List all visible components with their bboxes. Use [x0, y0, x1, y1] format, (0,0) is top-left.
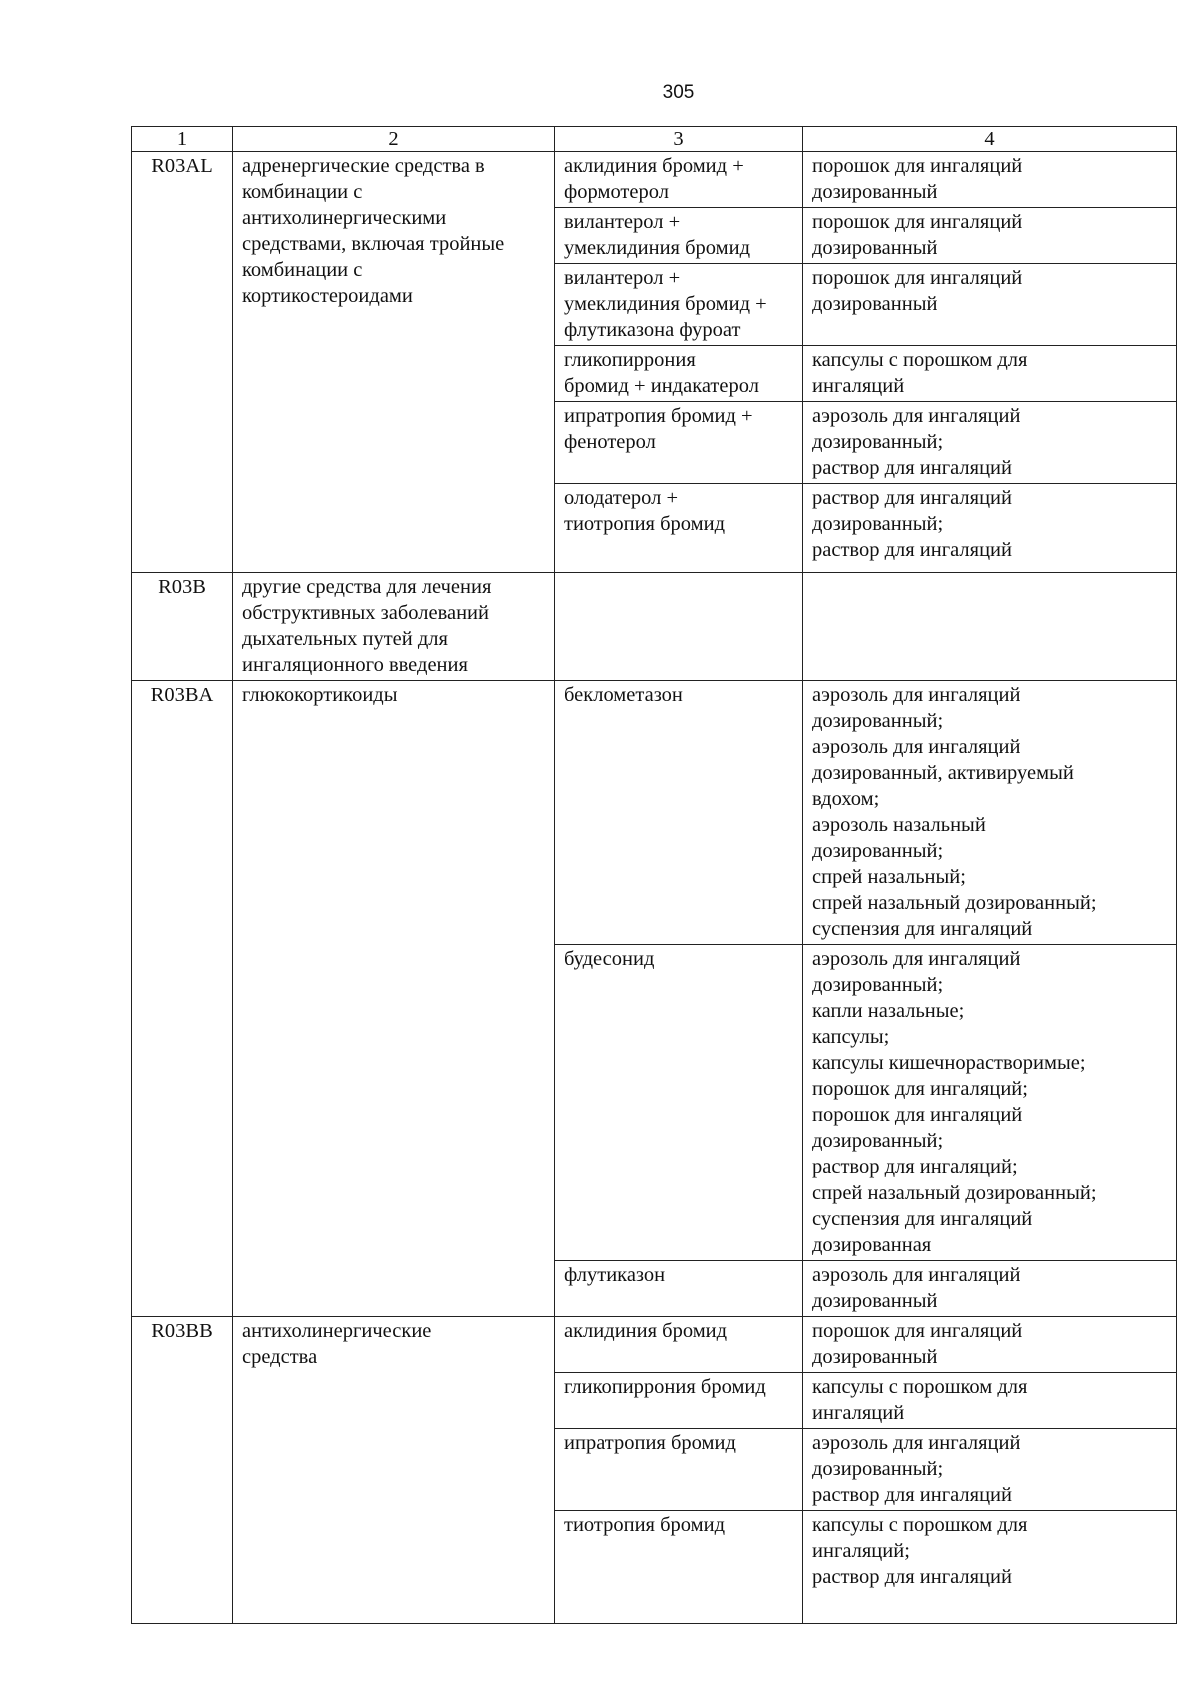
drug-name-cell — [555, 264, 803, 346]
table-row — [132, 681, 1177, 945]
table-body — [132, 127, 1177, 1624]
text-line: дозированный — [812, 237, 938, 259]
text-line: флутиказона фуроат — [564, 319, 741, 341]
dosage-form-cell — [803, 1373, 1177, 1429]
drug-name-cell — [555, 1429, 803, 1511]
text-line: ингаляций; — [812, 1540, 910, 1562]
text-line: капли назальные; — [812, 1000, 965, 1022]
dosage-form-cell — [803, 208, 1177, 264]
text-line: ингаляционного введения — [242, 654, 468, 676]
dosage-form-cell — [803, 346, 1177, 402]
text-line: флутиказон — [564, 1264, 666, 1286]
text-line: аклидиния бромид + — [564, 155, 744, 177]
text-line: аэрозоль для ингаляций — [812, 948, 1021, 970]
text-line: раствор для ингаляций — [812, 457, 1012, 479]
text-line: дозированный — [812, 181, 938, 203]
text-line: дозированный; — [812, 974, 944, 996]
text-line: дозированный; — [812, 710, 944, 732]
text-line: олодатерол + — [564, 487, 679, 509]
text-line: ингаляций — [812, 1402, 905, 1424]
text-line: дозированная — [812, 1234, 932, 1256]
text-line: раствор для ингаляций — [812, 487, 1012, 509]
dosage-form-cell — [803, 152, 1177, 208]
text-line: аэрозоль назальный — [812, 814, 986, 836]
column-header: 2 — [233, 127, 555, 152]
text-line: комбинации с — [242, 259, 363, 281]
text-line: ингаляций — [812, 375, 905, 397]
text-line: дозированный; — [812, 1458, 944, 1480]
drug-name-cell — [555, 1373, 803, 1429]
text-line: дозированный — [812, 1346, 938, 1368]
dosage-form-cell — [803, 573, 1177, 681]
text-line: умеклидиния бромид + — [564, 293, 767, 315]
text-line: фенотерол — [564, 431, 656, 453]
text-line: комбинации с — [242, 181, 363, 203]
column-header: 4 — [803, 127, 1177, 152]
text-line: суспензия для ингаляций — [812, 1208, 1033, 1230]
table-row — [132, 1317, 1177, 1373]
text-line: тиотропия бромид — [564, 513, 726, 535]
text-line: антихолинергическими — [242, 207, 447, 229]
text-line: ипратропия бромид + — [564, 405, 753, 427]
text-line: будесонид — [564, 948, 655, 970]
text-line: дозированный; — [812, 840, 944, 862]
text-line: капсулы; — [812, 1026, 890, 1048]
dosage-form-cell — [803, 1317, 1177, 1373]
text-line: раствор для ингаляций; — [812, 1156, 1018, 1178]
text-line: аэрозоль для ингаляций — [812, 736, 1021, 758]
text-line: формотерол — [564, 181, 669, 203]
dosage-form-cell — [803, 1429, 1177, 1511]
dosage-form-cell — [803, 1511, 1177, 1624]
dosage-form-cell — [803, 264, 1177, 346]
text-line: обструктивных заболеваний — [242, 602, 489, 624]
text-line: порошок для ингаляций; — [812, 1078, 1028, 1100]
text-line: кортикостероидами — [242, 285, 413, 307]
text-line: суспензия для ингаляций — [812, 918, 1033, 940]
text-line: спрей назальный дозированный; — [812, 1182, 1097, 1204]
text-line: средствами, включая тройные — [242, 233, 505, 255]
text-line: гликопиррония бромид — [564, 1376, 766, 1398]
atc-code-cell: R03AL — [132, 152, 233, 573]
text-line: антихолинергические — [242, 1320, 432, 1342]
text-line: другие средства для лечения — [242, 576, 492, 598]
text-line: порошок для ингаляций — [812, 1320, 1023, 1342]
drug-name-cell — [555, 681, 803, 945]
text-line: адренергические средства в — [242, 155, 485, 177]
group-name-cell — [233, 573, 555, 681]
group-name-cell — [233, 152, 555, 573]
dosage-form-cell — [803, 681, 1177, 945]
atc-code-cell: R03B — [132, 573, 233, 681]
text-line: умеклидиния бромид — [564, 237, 751, 259]
text-line: дыхательных путей для — [242, 628, 448, 650]
page-number: 305 — [662, 82, 695, 103]
text-line: порошок для ингаляций — [812, 211, 1023, 233]
text-line: дозированный; — [812, 431, 944, 453]
group-name-cell — [233, 1317, 555, 1624]
text-line: капсулы с порошком для — [812, 349, 1028, 371]
text-line: тиотропия бромид — [564, 1514, 726, 1536]
text-line: ипратропия бромид — [564, 1432, 736, 1454]
text-line: раствор для ингаляций — [812, 539, 1012, 561]
table-row — [132, 573, 1177, 681]
group-name-cell — [233, 681, 555, 1317]
drug-name-cell — [555, 346, 803, 402]
text-line: гликопиррония — [564, 349, 696, 371]
text-line: глюкокортикоиды — [242, 684, 398, 706]
text-line: вилантерол + — [564, 211, 681, 233]
text-line: капсулы с порошком для — [812, 1514, 1028, 1536]
text-line: аклидиния бромид — [564, 1320, 728, 1342]
text-line: порошок для ингаляций — [812, 155, 1023, 177]
drug-name-cell — [555, 1317, 803, 1373]
text-line: раствор для ингаляций — [812, 1484, 1012, 1506]
text-line: дозированный; — [812, 513, 944, 535]
text-line: капсулы кишечнорастворимые; — [812, 1052, 1086, 1074]
text-line: бромид + индакатерол — [564, 375, 759, 397]
text-line: средства — [242, 1346, 318, 1368]
medicines-table — [131, 126, 1177, 1624]
dosage-form-cell — [803, 1261, 1177, 1317]
text-line: капсулы с порошком для — [812, 1376, 1028, 1398]
text-line: вдохом; — [812, 788, 880, 810]
atc-code-cell: R03BB — [132, 1317, 233, 1624]
dosage-form-cell — [803, 484, 1177, 573]
dosage-form-cell — [803, 402, 1177, 484]
column-header: 3 — [555, 127, 803, 152]
text-line: спрей назальный дозированный; — [812, 892, 1097, 914]
drug-name-cell — [555, 152, 803, 208]
text-line: аэрозоль для ингаляций — [812, 684, 1021, 706]
text-line: дозированный — [812, 293, 938, 315]
drug-name-cell — [555, 945, 803, 1261]
column-header: 1 — [132, 127, 233, 152]
text-line: порошок для ингаляций — [812, 1104, 1023, 1126]
text-line: аэрозоль для ингаляций — [812, 1264, 1021, 1286]
table-header-row — [132, 127, 1177, 152]
text-line: раствор для ингаляций — [812, 1566, 1012, 1588]
text-line: беклометазон — [564, 684, 683, 706]
text-line: спрей назальный; — [812, 866, 966, 888]
atc-code-cell: R03BA — [132, 681, 233, 1317]
drug-name-cell — [555, 1511, 803, 1624]
drug-name-cell — [555, 1261, 803, 1317]
text-line: порошок для ингаляций — [812, 267, 1023, 289]
dosage-form-cell — [803, 945, 1177, 1261]
drug-name-cell — [555, 484, 803, 573]
drug-name-cell — [555, 402, 803, 484]
text-line: аэрозоль для ингаляций — [812, 1432, 1021, 1454]
text-line: вилантерол + — [564, 267, 681, 289]
text-line: дозированный, активируемый — [812, 762, 1074, 784]
text-line: дозированный — [812, 1290, 938, 1312]
drug-name-cell — [555, 208, 803, 264]
table-row — [132, 152, 1177, 208]
text-line: дозированный; — [812, 1130, 944, 1152]
drug-name-cell — [555, 573, 803, 681]
text-line: аэрозоль для ингаляций — [812, 405, 1021, 427]
